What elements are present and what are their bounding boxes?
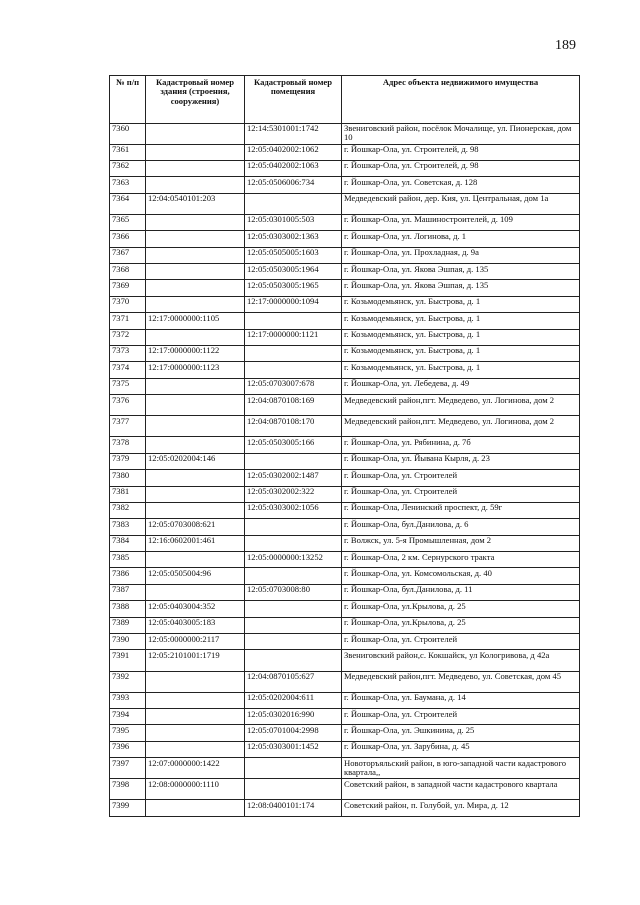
column-header-address: Адрес объекта недвижимого имущества: [342, 76, 580, 124]
building-cadastral-cell: 12:16:0602001:461: [146, 535, 245, 551]
table-row: [110, 160, 580, 176]
table-row: [110, 584, 580, 600]
premises-cadastral-cell: 12:05:0302002:1487: [245, 470, 342, 486]
row-number-cell: 7395: [110, 725, 146, 741]
row-number-cell: 7376: [110, 395, 146, 416]
table-row: [110, 177, 580, 193]
address-cell: г. Йошкар-Ола, ул. Прохладная, д. 9а: [342, 247, 580, 263]
building-cadastral-cell: [146, 486, 245, 502]
address-cell: Новоторъяльский район, в юго-западной части кадастрового квартала,,: [342, 758, 580, 779]
address-cell: г. Йошкар-Ола, ул.Крылова, д. 25: [342, 601, 580, 617]
address-cell: г. Йошкар-Ола, ул. Йывана Кырля, д. 23: [342, 453, 580, 469]
address-cell: г. Йошкар-Ола, ул. Строителей: [342, 709, 580, 725]
table-row: [110, 470, 580, 486]
address-cell: г. Волжск, ул. 5-я Промышленная, дом 2: [342, 535, 580, 551]
premises-cadastral-cell: 12:05:0503005:1964: [245, 264, 342, 280]
row-number-cell: 7373: [110, 345, 146, 361]
table-row: [110, 437, 580, 453]
premises-cadastral-cell: [245, 601, 342, 617]
address-cell: г. Йошкар-Ола, ул. Баумана, д. 14: [342, 692, 580, 708]
table-row: [110, 123, 580, 144]
address-cell: г. Йошкар-Ола, Ленинский проспект, д. 59г: [342, 502, 580, 518]
table-row: [110, 779, 580, 800]
row-number-cell: 7369: [110, 280, 146, 296]
address-cell: г. Йошкар-Ола, ул. Якова Эшпая, д. 135: [342, 280, 580, 296]
row-number-cell: 7399: [110, 800, 146, 816]
row-number-cell: 7384: [110, 535, 146, 551]
building-cadastral-cell: [146, 692, 245, 708]
row-number-cell: 7383: [110, 519, 146, 535]
building-cadastral-cell: [146, 800, 245, 816]
address-cell: г. Йошкар-Ола, ул. Комсомольская, д. 40: [342, 568, 580, 584]
premises-cadastral-cell: 12:04:0870108:169: [245, 395, 342, 416]
row-number-cell: 7381: [110, 486, 146, 502]
table-row: [110, 725, 580, 741]
row-number-cell: 7367: [110, 247, 146, 263]
building-cadastral-cell: 12:17:0000000:1122: [146, 345, 245, 361]
table-body: [110, 123, 580, 816]
table-row: [110, 280, 580, 296]
address-cell: г. Козьмодемьянск, ул. Быстрова, д. 1: [342, 313, 580, 329]
premises-cadastral-cell: [245, 617, 342, 633]
row-number-cell: 7387: [110, 584, 146, 600]
row-number-cell: 7378: [110, 437, 146, 453]
row-number-cell: 7368: [110, 264, 146, 280]
row-number-cell: 7371: [110, 313, 146, 329]
address-cell: г. Йошкар-Ола, ул. Лебедева, д. 49: [342, 378, 580, 394]
row-number-cell: 7379: [110, 453, 146, 469]
row-number-cell: 7393: [110, 692, 146, 708]
table-row: [110, 214, 580, 230]
building-cadastral-cell: [146, 395, 245, 416]
address-cell: г. Козьмодемьянск, ул. Быстрова, д. 1: [342, 362, 580, 378]
building-cadastral-cell: [146, 160, 245, 176]
premises-cadastral-cell: 12:05:0301005:503: [245, 214, 342, 230]
table-row: [110, 345, 580, 361]
premises-cadastral-cell: 12:05:0701004:2998: [245, 725, 342, 741]
premises-cadastral-cell: 12:05:0303002:1363: [245, 231, 342, 247]
address-cell: г. Йошкар-Ола, ул.Крылова, д. 25: [342, 617, 580, 633]
premises-cadastral-cell: [245, 568, 342, 584]
row-number-cell: 7370: [110, 296, 146, 312]
row-number-cell: 7390: [110, 634, 146, 650]
table-row: [110, 313, 580, 329]
building-cadastral-cell: [146, 416, 245, 437]
address-cell: Медведевский район,пгт. Медведево, ул. Советская, дом 45: [342, 671, 580, 692]
table-row: [110, 568, 580, 584]
column-header-number: № п/п: [110, 76, 146, 124]
premises-cadastral-cell: 12:04:0870105:627: [245, 671, 342, 692]
premises-cadastral-cell: [245, 650, 342, 671]
building-cadastral-cell: [146, 177, 245, 193]
row-number-cell: 7396: [110, 741, 146, 757]
address-cell: г. Йошкар-Ола, ул. Логинова, д. 1: [342, 231, 580, 247]
address-cell: г. Йошкар-Ола, ул. Рябинина, д. 7б: [342, 437, 580, 453]
table-row: [110, 193, 580, 214]
address-cell: г. Йошкар-Ола, ул. Строителей, д. 98: [342, 160, 580, 176]
building-cadastral-cell: 12:05:0403005:183: [146, 617, 245, 633]
row-number-cell: 7386: [110, 568, 146, 584]
building-cadastral-cell: [146, 280, 245, 296]
row-number-cell: 7365: [110, 214, 146, 230]
column-header-premises-cadastral: Кадастровый номер помещения: [245, 76, 342, 124]
table-row: [110, 486, 580, 502]
address-cell: г. Йошкар-Ола, ул. Строителей: [342, 486, 580, 502]
table-row: [110, 692, 580, 708]
address-cell: г. Йошкар-Ола, ул. Якова Эшпая, д. 135: [342, 264, 580, 280]
premises-cadastral-cell: [245, 758, 342, 779]
building-cadastral-cell: [146, 144, 245, 160]
row-number-cell: 7397: [110, 758, 146, 779]
table-row: [110, 453, 580, 469]
table-row: [110, 144, 580, 160]
address-cell: Советский район, п. Голубой, ул. Мира, д. 12: [342, 800, 580, 816]
premises-cadastral-cell: 12:05:0402002:1063: [245, 160, 342, 176]
premises-cadastral-cell: 12:05:0202004:611: [245, 692, 342, 708]
address-cell: г. Йошкар-Ола, 2 км. Сернурского тракта: [342, 552, 580, 568]
row-number-cell: 7375: [110, 378, 146, 394]
row-number-cell: 7394: [110, 709, 146, 725]
building-cadastral-cell: 12:05:0202004:146: [146, 453, 245, 469]
building-cadastral-cell: [146, 231, 245, 247]
column-header-building-cadastral: Кадастровый номер здания (строения, сооружения): [146, 76, 245, 124]
table-row: [110, 634, 580, 650]
premises-cadastral-cell: 12:05:0503005:1965: [245, 280, 342, 296]
table-row: [110, 395, 580, 416]
premises-cadastral-cell: 12:05:0703007:678: [245, 378, 342, 394]
building-cadastral-cell: [146, 502, 245, 518]
building-cadastral-cell: [146, 741, 245, 757]
building-cadastral-cell: [146, 329, 245, 345]
premises-cadastral-cell: [245, 634, 342, 650]
table-row: [110, 231, 580, 247]
address-cell: г. Йошкар-Ола, бул.Данилова, д. 6: [342, 519, 580, 535]
building-cadastral-cell: [146, 470, 245, 486]
premises-cadastral-cell: 12:05:0506006:734: [245, 177, 342, 193]
row-number-cell: 7372: [110, 329, 146, 345]
premises-cadastral-cell: 12:05:0000000:13252: [245, 552, 342, 568]
building-cadastral-cell: 12:07:0000000:1422: [146, 758, 245, 779]
address-cell: г. Йошкар-Ола, ул. Строителей: [342, 470, 580, 486]
address-cell: г. Йошкар-Ола, ул. Машиностроителей, д. 109: [342, 214, 580, 230]
row-number-cell: 7366: [110, 231, 146, 247]
table-row: [110, 800, 580, 816]
table-row: [110, 671, 580, 692]
table-row: [110, 741, 580, 757]
premises-cadastral-cell: 12:17:0000000:1094: [245, 296, 342, 312]
premises-cadastral-cell: [245, 313, 342, 329]
row-number-cell: 7377: [110, 416, 146, 437]
building-cadastral-cell: [146, 584, 245, 600]
premises-cadastral-cell: [245, 453, 342, 469]
row-number-cell: 7388: [110, 601, 146, 617]
address-cell: г. Йошкар-Ола, ул. Зарубина, д. 45: [342, 741, 580, 757]
premises-cadastral-cell: [245, 519, 342, 535]
table-row: [110, 709, 580, 725]
building-cadastral-cell: 12:05:0000000:2117: [146, 634, 245, 650]
row-number-cell: 7385: [110, 552, 146, 568]
building-cadastral-cell: [146, 552, 245, 568]
table-header: [110, 76, 580, 124]
address-cell: г. Йошкар-Ола, ул. Строителей: [342, 634, 580, 650]
premises-cadastral-cell: 12:08:0400101:174: [245, 800, 342, 816]
table-row: [110, 296, 580, 312]
building-cadastral-cell: 12:08:0000000:1110: [146, 779, 245, 800]
row-number-cell: 7361: [110, 144, 146, 160]
row-number-cell: 7380: [110, 470, 146, 486]
address-cell: г. Йошкар-Ола, ул. Строителей, д. 98: [342, 144, 580, 160]
table-row: [110, 502, 580, 518]
premises-cadastral-cell: 12:05:0302002:322: [245, 486, 342, 502]
premises-cadastral-cell: 12:05:0303002:1056: [245, 502, 342, 518]
address-cell: г. Йошкар-Ола, ул. Советская, д. 128: [342, 177, 580, 193]
row-number-cell: 7398: [110, 779, 146, 800]
property-registry-table: [109, 75, 580, 817]
building-cadastral-cell: 12:05:2101001:1719: [146, 650, 245, 671]
row-number-cell: 7389: [110, 617, 146, 633]
table-row: [110, 601, 580, 617]
table-row: [110, 378, 580, 394]
table-row: [110, 650, 580, 671]
building-cadastral-cell: [146, 296, 245, 312]
building-cadastral-cell: [146, 123, 245, 144]
building-cadastral-cell: 12:05:0403004:352: [146, 601, 245, 617]
building-cadastral-cell: [146, 709, 245, 725]
table-row: [110, 552, 580, 568]
building-cadastral-cell: 12:05:0703008:621: [146, 519, 245, 535]
table-row: [110, 247, 580, 263]
address-cell: г. Козьмодемьянск, ул. Быстрова, д. 1: [342, 345, 580, 361]
premises-cadastral-cell: [245, 345, 342, 361]
premises-cadastral-cell: 12:05:0402002:1062: [245, 144, 342, 160]
premises-cadastral-cell: 12:04:0870108:170: [245, 416, 342, 437]
address-cell: Медведевский район,пгт. Медведево, ул. Логинова, дом 2: [342, 395, 580, 416]
address-cell: г. Йошкар-Ола, бул.Данилова, д. 11: [342, 584, 580, 600]
row-number-cell: 7363: [110, 177, 146, 193]
table-row: [110, 758, 580, 779]
address-cell: Звениговский район, посёлок Мочалище, ул. Пионерская, дом 10: [342, 123, 580, 144]
building-cadastral-cell: [146, 247, 245, 263]
table-row: [110, 416, 580, 437]
premises-cadastral-cell: 12:05:0505005:1603: [245, 247, 342, 263]
table-row: [110, 362, 580, 378]
address-cell: г. Йошкар-Ола, ул. Эшкинина, д. 25: [342, 725, 580, 741]
premises-cadastral-cell: [245, 535, 342, 551]
address-cell: г. Козьмодемьянск, ул. Быстрова, д. 1: [342, 329, 580, 345]
table-row: [110, 617, 580, 633]
row-number-cell: 7382: [110, 502, 146, 518]
row-number-cell: 7364: [110, 193, 146, 214]
premises-cadastral-cell: [245, 362, 342, 378]
address-cell: г. Козьмодемьянск, ул. Быстрова, д. 1: [342, 296, 580, 312]
address-cell: Советский район, в западной части кадастрового квартала: [342, 779, 580, 800]
row-number-cell: 7362: [110, 160, 146, 176]
building-cadastral-cell: 12:17:0000000:1123: [146, 362, 245, 378]
building-cadastral-cell: 12:17:0000000:1105: [146, 313, 245, 329]
building-cadastral-cell: [146, 214, 245, 230]
premises-cadastral-cell: 12:05:0503005:166: [245, 437, 342, 453]
premises-cadastral-cell: 12:17:0000000:1121: [245, 329, 342, 345]
building-cadastral-cell: 12:05:0505004:96: [146, 568, 245, 584]
premises-cadastral-cell: 12:14:5301001:1742: [245, 123, 342, 144]
address-cell: Медведевский район,пгт. Медведево, ул. Логинова, дом 2: [342, 416, 580, 437]
building-cadastral-cell: 12:04:0540101:203: [146, 193, 245, 214]
premises-cadastral-cell: [245, 193, 342, 214]
building-cadastral-cell: [146, 378, 245, 394]
premises-cadastral-cell: 12:05:0703008:80: [245, 584, 342, 600]
premises-cadastral-cell: 12:05:0303001:1452: [245, 741, 342, 757]
table-row: [110, 535, 580, 551]
building-cadastral-cell: [146, 264, 245, 280]
address-cell: Звениговский район,с. Кокшайск, ул Кологривова, д 42а: [342, 650, 580, 671]
row-number-cell: 7374: [110, 362, 146, 378]
row-number-cell: 7360: [110, 123, 146, 144]
building-cadastral-cell: [146, 671, 245, 692]
table-row: [110, 519, 580, 535]
premises-cadastral-cell: [245, 779, 342, 800]
building-cadastral-cell: [146, 725, 245, 741]
page-number: 189: [555, 38, 576, 53]
building-cadastral-cell: [146, 437, 245, 453]
premises-cadastral-cell: 12:05:0302016:990: [245, 709, 342, 725]
address-cell: Медведевский район, дер. Кия, ул. Центральная, дом 1а: [342, 193, 580, 214]
table-row: [110, 264, 580, 280]
row-number-cell: 7392: [110, 671, 146, 692]
table-row: [110, 329, 580, 345]
row-number-cell: 7391: [110, 650, 146, 671]
